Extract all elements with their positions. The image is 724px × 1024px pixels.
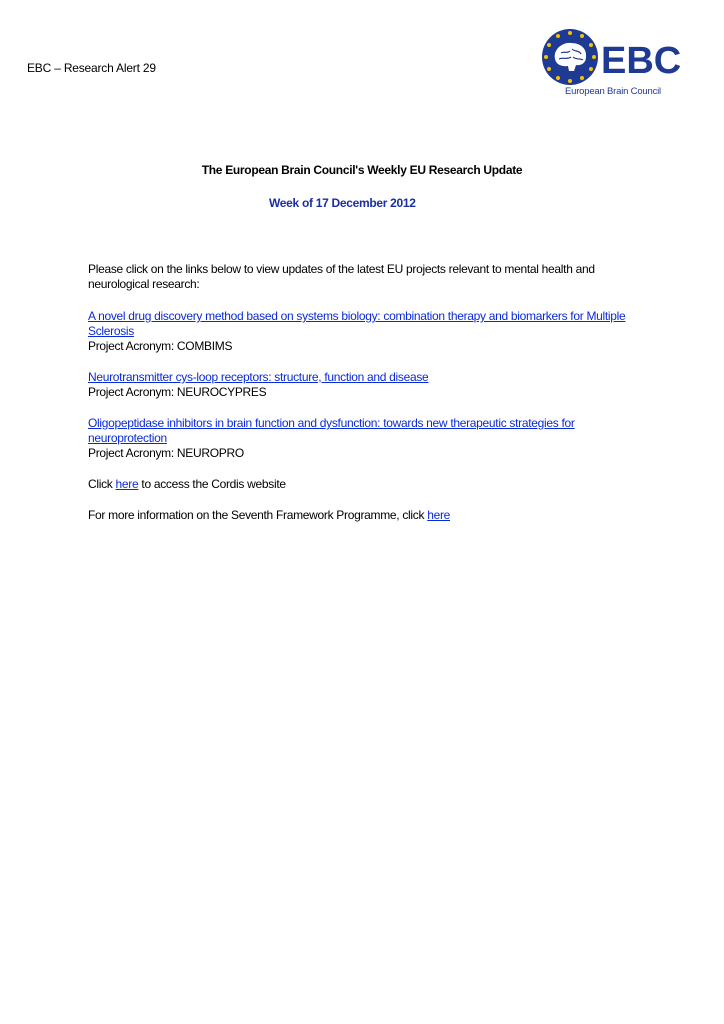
- page-title: The European Brain Council's Weekly EU Research Update: [201, 163, 523, 177]
- project-item: [88, 370, 648, 400]
- intro-text: Please click on the links below to view updates of the latest EU projects relevant to mental health and neurological research:: [88, 262, 595, 291]
- cordis-prefix: Click: [88, 477, 116, 491]
- cordis-link[interactable]: here: [115, 477, 139, 491]
- logo-caption: European Brain Council: [565, 86, 661, 97]
- main-content: [88, 262, 648, 539]
- alert-title: EBC – Research Alert 29: [27, 61, 156, 75]
- week-label: Week of 17 December 2012: [269, 196, 416, 210]
- project-acronym: Project Acronym: NEUROCYPRES: [88, 385, 267, 399]
- logo-text: EBC: [601, 40, 682, 82]
- project-acronym: Project Acronym: COMBIMS: [88, 339, 233, 353]
- cordis-suffix: to access the Cordis website: [138, 477, 286, 491]
- framework-line: [88, 508, 648, 523]
- framework-link[interactable]: here: [427, 508, 451, 522]
- project-item: [88, 309, 648, 354]
- project-link-combims[interactable]: A novel drug discovery method based on systems biology: combination therapy and biomarkers for Multiple Sclerosis: [88, 309, 626, 338]
- project-acronym: Project Acronym: NEUROPRO: [88, 446, 244, 460]
- project-item: [88, 416, 648, 461]
- project-link-neuropro[interactable]: Oligopeptidase inhibitors in brain function and dysfunction: towards new therapeutic strategies for neuroprotection: [88, 416, 575, 445]
- framework-prefix: For more information on the Seventh Framework Programme, click: [88, 508, 428, 522]
- project-link-neurocypres[interactable]: Neurotransmitter cys-loop receptors: structure, function and disease: [88, 370, 429, 384]
- cordis-line: [88, 477, 648, 492]
